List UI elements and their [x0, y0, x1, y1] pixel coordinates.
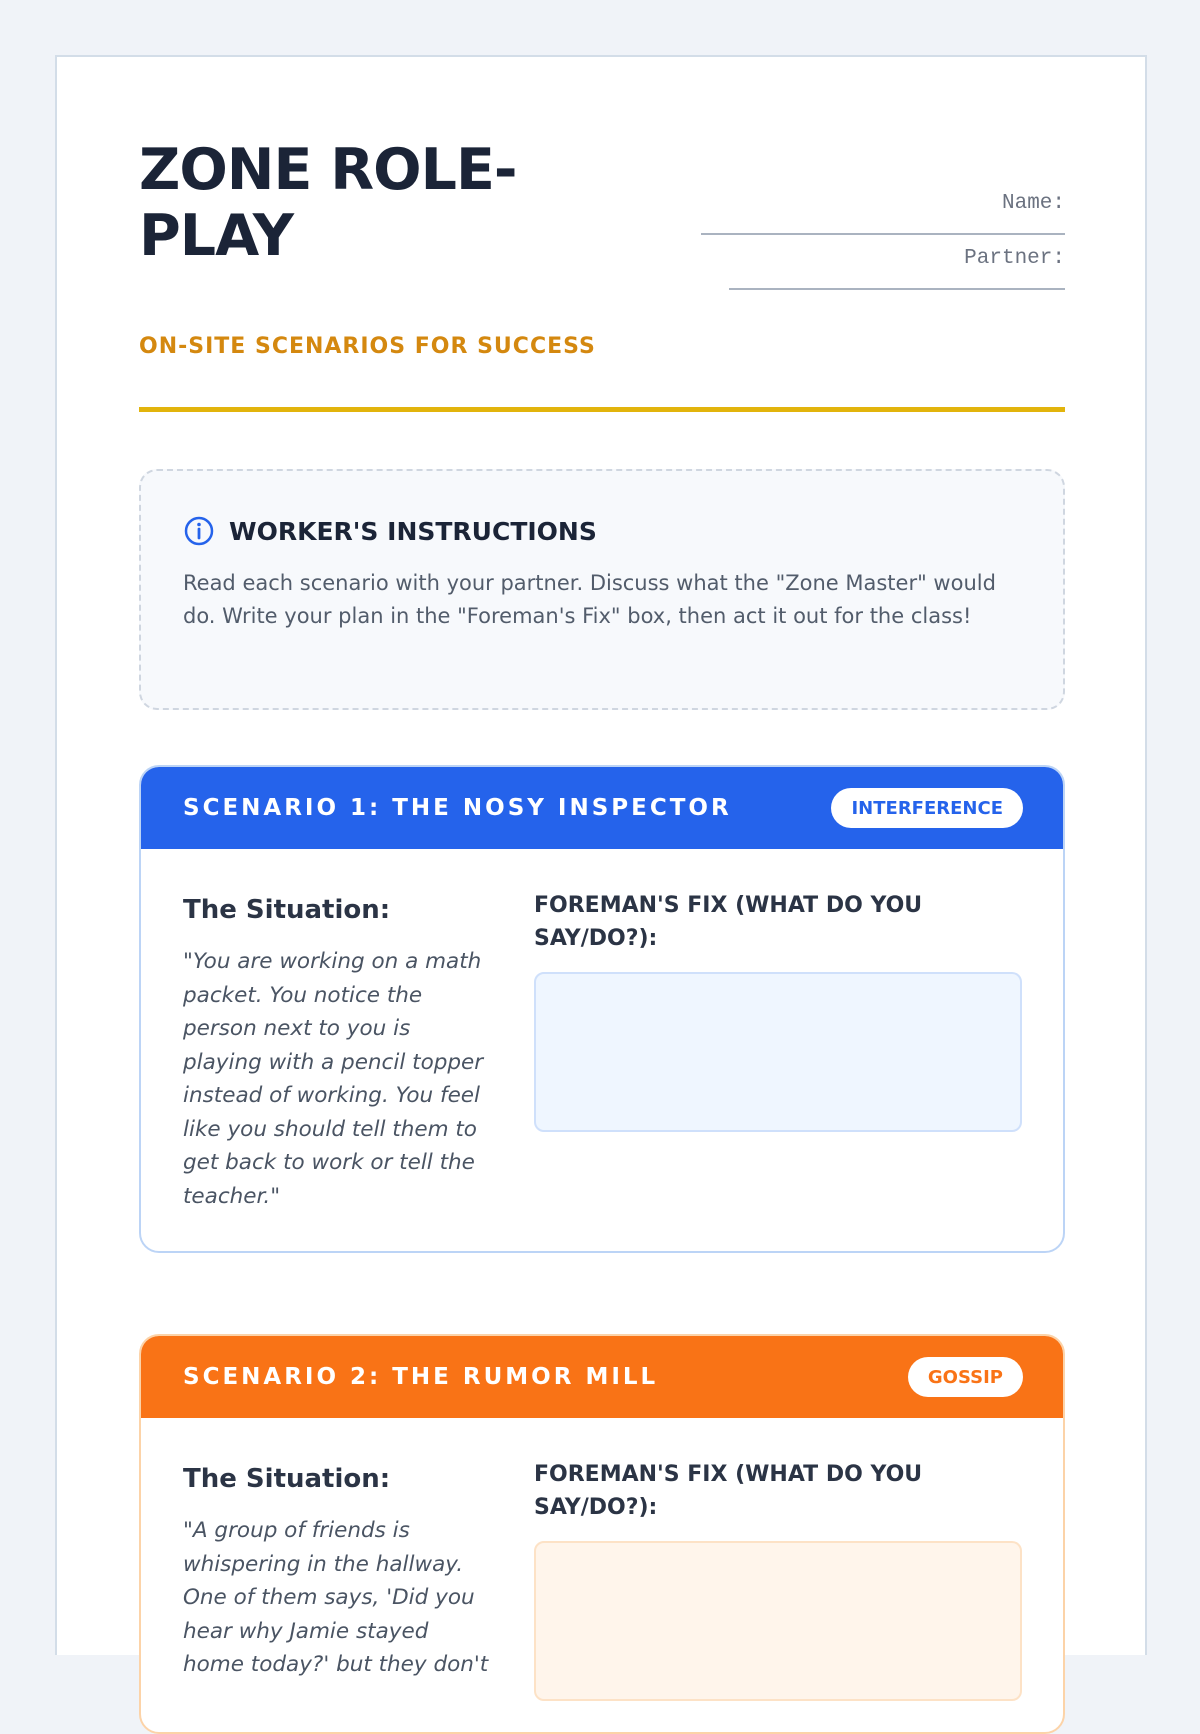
situation-section — [183, 895, 493, 1213]
scenario-card-2 — [139, 1334, 1065, 1734]
situation-section — [183, 1464, 493, 1682]
situation-label: The Situation: — [183, 895, 391, 925]
scenario-header — [141, 767, 1063, 849]
scenario-title: SCENARIO 2: THE RUMOR MILL — [183, 1364, 659, 1390]
fix-label: FOREMAN'S FIX (WHAT DO YOU SAY/DO?): — [534, 893, 923, 951]
fix-answer-box[interactable] — [534, 972, 1022, 1132]
scenario-badge: GOSSIP — [908, 1357, 1023, 1397]
worksheet-header — [139, 137, 1065, 412]
scenario-badge: INTERFERENCE — [831, 788, 1023, 828]
name-fields — [685, 192, 1065, 302]
situation-label: The Situation: — [183, 1464, 391, 1494]
scenario-card-1 — [139, 765, 1065, 1253]
name-label: Name: — [1001, 192, 1065, 215]
fix-label: FOREMAN'S FIX (WHAT DO YOU SAY/DO?): — [534, 1462, 923, 1520]
info-icon — [183, 515, 215, 547]
worksheet-page — [55, 55, 1147, 1677]
instructions-box — [139, 469, 1065, 710]
fix-section — [534, 1458, 1022, 1701]
page-subtitle: ON-SITE SCENARIOS FOR SUCCESS — [139, 334, 596, 359]
scenario-title: SCENARIO 1: THE NOSY INSPECTOR — [183, 795, 732, 821]
page-title: ZONE ROLE-PLAY — [139, 137, 517, 269]
instructions-title: WORKER'S INSTRUCTIONS — [229, 516, 597, 546]
scenario-header — [141, 1336, 1063, 1418]
situation-text: "You are working on a math packet. You notice the person next to you is playing with a pencil topper instead of working. You feel like you should tell them to get back to work or tell the teacher." — [183, 949, 484, 1209]
partner-label: Partner: — [964, 247, 1065, 270]
name-field[interactable] — [701, 215, 1065, 235]
instructions-text: Read each scenario with your partner. Discuss what the "Zone Master" would do. Write your plan in the "Foreman's Fix" box, then act it out for the class! — [183, 571, 996, 628]
fix-answer-box[interactable] — [534, 1541, 1022, 1701]
partner-field[interactable] — [729, 270, 1065, 290]
fix-section — [534, 889, 1022, 1132]
situation-text: "A group of friends is whispering in the hallway. One of them says, 'Did you hear why Jamie stayed home today?' but they don't — [183, 1518, 489, 1677]
header-divider — [139, 407, 1065, 412]
